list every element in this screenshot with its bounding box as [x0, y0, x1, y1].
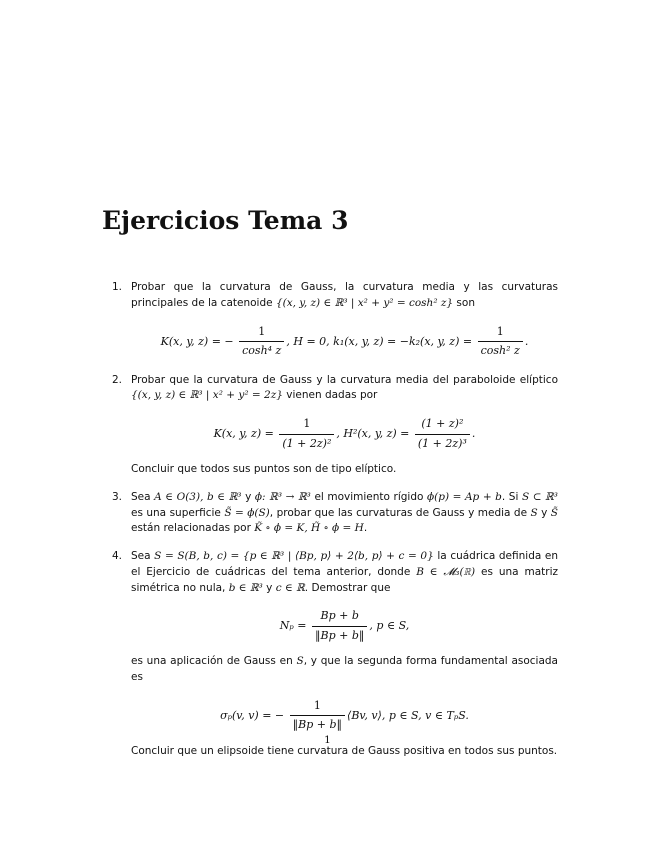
statement-text: Probar que la curvatura de Gauss y la curvatura media del paraboloide elíptico: [131, 373, 558, 386]
exercise-number: 1.: [112, 281, 123, 293]
statement-text: y: [262, 581, 276, 594]
statement-text: el movimiento rígido: [310, 490, 427, 503]
statement-text: y: [537, 506, 551, 519]
fraction-denominator: cosh⁴ z: [242, 344, 282, 357]
fraction-numerator: 1: [290, 698, 345, 717]
fraction-denominator: ‖Bp + b‖: [292, 718, 343, 732]
curvature-formula: [131, 324, 558, 360]
statement-text: Sea: [131, 550, 155, 562]
fraction-denominator: cosh² z: [480, 344, 520, 357]
statement-text: , y que la segunda forma fundamental asociada es: [131, 655, 558, 683]
statement-text: Probar que la curvatura de Gauss, la curvatura media y las curvaturas principales de la catenoide: [131, 281, 558, 309]
fraction: [239, 324, 284, 360]
fraction-numerator: 1: [239, 324, 284, 343]
statement-text: están relacionadas por: [131, 522, 255, 535]
math-expression: ϕ(p) = Ap + b: [426, 490, 502, 503]
statement-text: es una matriz simétrica no nula,: [131, 565, 558, 594]
fraction: [478, 324, 523, 360]
formula-end: ⟨Bv, v⟩, p ∈ S, v ∈ TₚS.: [347, 708, 469, 722]
formula-end: , p ∈ S,: [369, 619, 410, 633]
math-expression: b ∈ ℝ³: [228, 581, 263, 594]
gauss-map-formula: [131, 608, 558, 644]
statement-text: . Demostrar que: [304, 581, 391, 594]
formula-end: .: [524, 334, 529, 348]
math-expression: S = S(B, b, c) = {p ∈ ℝ³ | ⟨Bp, p⟩ + 2⟨b, p⟩ + c = 0}: [154, 550, 434, 562]
statement-text: son: [453, 296, 475, 309]
fraction-numerator: 1: [478, 324, 523, 343]
fraction-denominator: ‖Bp + b‖: [315, 628, 365, 642]
statement-text: y: [241, 490, 255, 503]
catenoid-set: {(x, y, z) ∈ ℝ³ | x² + y² = cosh² z}: [275, 296, 454, 309]
exercise-statement: [131, 654, 558, 686]
statement-text: es una superficie: [131, 506, 225, 519]
exercise-number: 2.: [112, 373, 123, 386]
fraction: [415, 416, 470, 452]
math-expression: ϕ: ℝ³ → ℝ³: [254, 490, 311, 503]
formula-lhs: Nₚ =: [279, 619, 307, 633]
page-title: Ejercicios Tema 3: [102, 206, 349, 235]
math-expression: S̃ = ϕ(S): [224, 506, 270, 519]
fraction-denominator: (1 + 2z)³: [417, 436, 467, 450]
math-expression: S: [296, 655, 304, 668]
page-number: 1: [324, 734, 331, 746]
math-expression: S: [530, 506, 538, 519]
fraction: [279, 416, 334, 452]
exercise-conclusion: Concluir que un elipsoide tiene curvatura de Gauss positiva en todos sus puntos.: [131, 744, 558, 757]
exercise-conclusion: Concluir que todos sus puntos son de tipo elíptico.: [131, 463, 397, 475]
exercise-statement: [131, 280, 558, 312]
exercise-statement: [131, 549, 558, 596]
exercise-number: 3.: [112, 490, 123, 503]
fraction: [290, 698, 345, 734]
statement-text: Sea: [131, 490, 155, 503]
fraction-denominator: (1 + 2z)²: [282, 436, 332, 450]
math-expression: K̃ ∘ ϕ = K, H̃ ∘ ϕ = H: [254, 522, 364, 535]
curvature-formula: [131, 416, 558, 452]
formula-middle: , H²(x, y, z) =: [336, 427, 410, 440]
statement-text: es una aplicación de Gauss en: [131, 655, 297, 668]
fraction-numerator: 1: [279, 416, 334, 435]
statement-text: la cuádrica definida en el Ejercicio de cuádricas del tema anterior, donde: [131, 550, 559, 578]
statement-text: vienen dadas por: [282, 389, 378, 402]
math-expression: c ∈ ℝ: [275, 581, 305, 594]
paraboloid-set: {(x, y, z) ∈ ℝ³ | x² + y² = 2z}: [131, 389, 283, 402]
math-expression: S̃: [550, 506, 558, 519]
formula-lhs: K(x, y, z) = −: [160, 334, 234, 348]
formula-end: .: [471, 427, 476, 440]
formula-lhs: σₚ(v, v) = −: [220, 708, 285, 722]
fraction-numerator: (1 + z)²: [415, 416, 470, 435]
formula-middle: , H = 0, k₁(x, y, z) = −k₂(x, y, z) =: [286, 334, 473, 348]
fraction-numerator: Bp + b: [312, 608, 367, 627]
statement-text: . Si: [501, 490, 522, 503]
exercise-statement: [131, 373, 558, 405]
exercise-1: [112, 280, 558, 360]
exercise-4: [112, 549, 558, 760]
second-fundamental-form-formula: [131, 698, 558, 734]
formula-lhs: K(x, y, z) =: [213, 427, 274, 440]
exercise-3: [112, 490, 558, 537]
fraction: [312, 608, 367, 644]
exercise-number: 4.: [112, 550, 123, 562]
statement-text: , probar que las curvaturas de Gauss y media de: [269, 506, 531, 519]
exercise-list: [112, 280, 558, 760]
math-expression: B ∈ 𝓜₃(ℝ): [416, 565, 476, 578]
math-expression: S ⊂ ℝ³: [521, 490, 558, 503]
statement-text: .: [363, 522, 368, 535]
math-expression: A ∈ O(3), b ∈ ℝ³: [154, 490, 242, 503]
exercise-statement: [131, 490, 558, 537]
exercise-2: [112, 373, 558, 478]
